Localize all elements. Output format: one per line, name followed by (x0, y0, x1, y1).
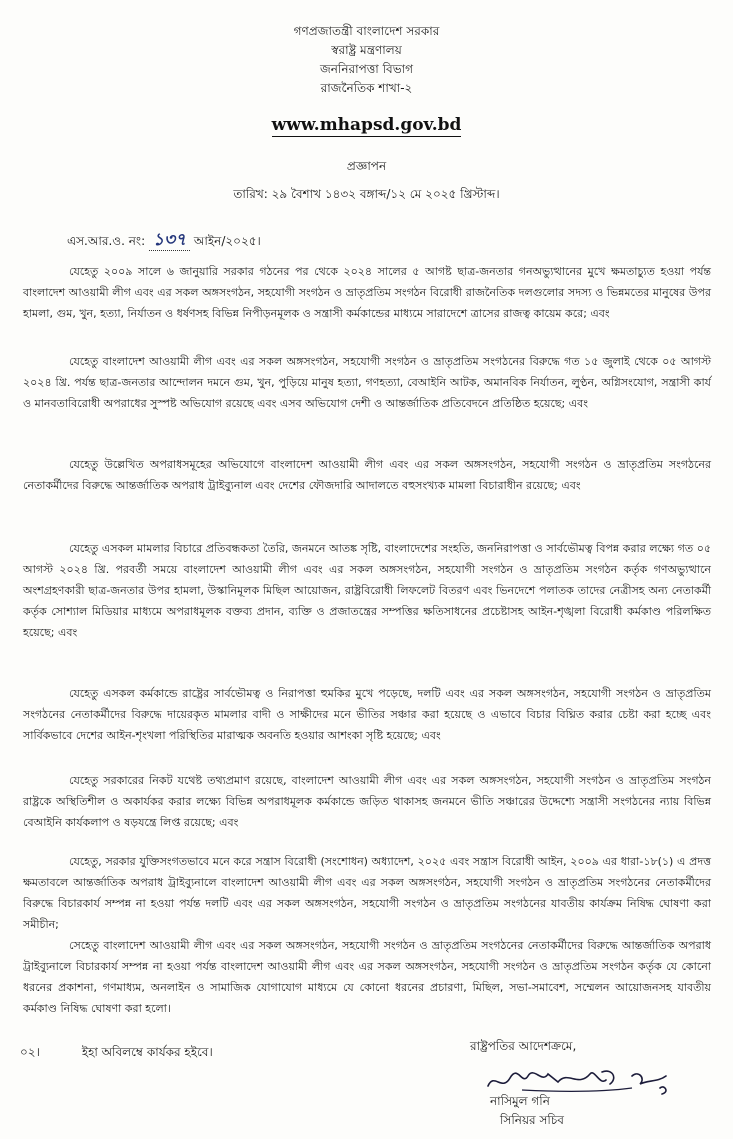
paragraph-5: যেহেতু এসকল কর্মকান্ডে রাষ্ট্রের সার্বভৌমত্ব ও নিরাপত্তা হুমকির মুখে পড়েছে, দলটি এবং এর সকল অঙ্গসংগঠন, সহযোগী সংগঠন ও ভ্রাতৃপ্রতিম সংগঠনের নেতাকর্মীদের বিরুদ্ধে দায়েরকৃত মামলার বাদী ও সাক্ষীদের মনে ভীতির সঞ্চার করা হয়েছে ও এভাবে বিচার বিঘ্নিত করার চেষ্টা করা হচ্ছে এবং সার্বিকভাবে দেশের আইন-শৃংখলা পরিস্থিতির মারাত্মক অবনতি হওয়ার আশংকা সৃষ্টি হয়েছে; এবং (23, 687, 711, 742)
clause-number: ০২। (20, 1045, 40, 1059)
signatory-name: নাসিমুল গনি (490, 1094, 550, 1108)
letterhead (0, 22, 733, 98)
ministry-name: স্বরাষ্ট্র মন্ত্রণালয় (331, 43, 402, 57)
paragraph-6: যেহেতু সরকারের নিকট যথেষ্ট তথ্যপ্রমাণ রয়েছে, বাংলাদেশ আওয়ামী লীগ এবং এর সকল অঙ্গসংগঠন, সহযোগী সংগঠন ও ভ্রাতৃপ্রতিম সংগঠন রাষ্ট্রকে অস্থিতিশীল ও অকার্যকর করার লক্ষ্যে বিভিন্ন অপরাধমূলক কর্মকান্ডে জড়িত থাকাসহ জনমনে ভীতি সঞ্চারের উদ্দেশ্যে সন্ত্রাসী সংগঠনের ন্যায় বিভিন্ন বেআইনি কার্যকলাপ ও ষড়যন্ত্রে লিপ্ত রয়েছে; এবং (23, 774, 711, 829)
sro-prefix: এস.আর.ও. নং: (67, 234, 146, 248)
sro-number: ১৩৭ (149, 230, 190, 251)
website-link[interactable]: www.mhapsd.gov.bd (271, 115, 462, 135)
paragraph-8: সেহেতু বাংলাদেশ আওয়ামী লীগ এবং এর সকল অঙ্গসংগঠন, সহযোগী সংগঠন ও ভ্রাতৃপ্রতিম সংগঠনের নেতাকর্মীদের বিরুদ্ধে আন্তর্জাতিক অপরাধ ট্রাইব্যুনালে বিচারকার্য সম্পন্ন না হওয়া পর্যন্ত বাংলাদেশ আওয়ামী লীগ এবং এর সকল অঙ্গসংগঠন, সহযোগী সংগঠন ও ভ্রাতৃপ্রতিম সংগঠন কর্তৃক যে কোনো ধরনের প্রকাশনা, গণমাধ্যম, অনলাইন ও সামাজিক যোগাযোগ মাধ্যমে যে কোনো ধরনের প্রচারণা, মিছিল, সভা-সমাবেশ, সম্মেলন আয়োজনসহ যাবতীয় কর্মকাণ্ড নিষিদ্ধ ঘোষণা করা হলো। (23, 939, 711, 1015)
signatory-title: সিনিয়র সচিব (500, 1113, 564, 1127)
clause-2 (20, 1044, 213, 1064)
sro-suffix: আইন/২০২৫। (193, 234, 261, 248)
paragraph-4: যেহেতু এসকল মামলার বিচারে প্রতিবন্ধকতা তৈরি, জনমনে আতঙ্ক সৃষ্টি, বাংলাদেশের সংহতি, জননিরাপত্তা ও সার্বভৌমত্ব বিপন্ন করার লক্ষ্যে গত ০৫ আগস্ট ২০২৪ খ্রি. পরবর্তী সময়ে বাংলাদেশ আওয়ামী লীগ এবং এর সকল অঙ্গসংগঠন, সহযোগী সংগঠন ও ভ্রাতৃপ্রতিম সংগঠন কর্তৃক গণঅভ্যুত্থানে অংশগ্রহণকারী ছাত্র-জনতার উপর হামলা, উস্কানিমূলক মিছিল আয়োজন, রাষ্ট্রবিরোধী লিফলেট বিতরণ এবং ভিনদেশে পলাতক তাদের নেত্রীসহ অন্য নেতাকর্মী কর্তৃক সোশ্যাল মিডিয়ার মাধ্যমে অপরাধমূলক বক্তব্য প্রদান, ব্যক্তি ও প্রজাতন্ত্রের সম্পত্তির ক্ষতিসাধনের প্রচেষ্টাসহ আইন-শৃঙ্খলা বিরোধী কর্মকাণ্ড পরিলক্ষিত হয়েছে; এবং (23, 542, 711, 639)
order-line: রাষ্ট্রপতির আদেশক্রমে, (470, 1039, 577, 1053)
document-title: প্রজ্ঞাপন (346, 159, 387, 173)
website-link-container (0, 115, 733, 135)
branch-name: রাজনৈতিক শাখা-২ (320, 81, 413, 95)
paragraph-1: যেহেতু ২০০৯ সালে ৬ জানুয়ারি সরকার গঠনের পর থেকে ২০২৪ সালের ৫ আগষ্ট ছাত্র-জনতার গনঅভ্যুত্থানের মুখে ক্ষমতাচ্যুত হওয়া পর্যন্ত বাংলাদেশ আওয়ামী লীগ এবং এর সকল অঙ্গসংগঠন, সহযোগী সংগঠন ও ভ্রাতৃপ্রতিম সংগঠন বিরোধী রাজনৈতিক দলগুলোর সদস্য ও ভিন্নমতের মানুষের উপর হামলা, গুম, খুন, হত্যা, নির্যাতন ও ধর্ষণসহ বিভিন্ন নিপীড়নমূলক ও সন্ত্রাসী কর্মকান্ডের মাধ্যমে সারাদেশে ত্রাসের রাজত্ব কায়েম করে; এবং (23, 265, 711, 320)
government-name: গণপ্রজাতন্ত্রী বাংলাদেশ সরকার (293, 24, 440, 38)
division-name: জননিরাপত্তা বিভাগ (320, 62, 413, 76)
sro-line (67, 227, 261, 255)
document-date: তারিখ: ২৯ বৈশাখ ১৪৩২ বঙ্গাব্দ/১২ মে ২০২৫ খ্রিস্টাব্দ। (233, 187, 500, 201)
paragraph-7: যেহেতু, সরকার যুক্তিসংগতভাবে মনে করে সন্ত্রাস বিরোধী (সংশোধন) অধ্যাদেশ, ২০২৫ এবং সন্ত্রাস বিরোধী আইন, ২০০৯ এর ধারা-১৮(১) এ প্রদত্ত ক্ষমতাবলে আন্তর্জাতিক অপরাধ ট্রাইব্যুনালে বাংলাদেশ আওয়ামী লীগ এবং এর সকল অঙ্গসংগঠন, সহযোগী সংগঠন ও ভ্রাতৃপ্রতিম সংগঠনের নেতাকর্মীদের বিরুদ্ধে বিচারকার্য সম্পন্ন না হওয়া পর্যন্ত দলটি এবং এর সকল অঙ্গসংগঠন, সহযোগী সংগঠন ও ভ্রাতৃপ্রতিম সংগঠনের যাবতীয় কার্যক্রম নিষিদ্ধ ঘোষণা করা সমীচীন; (23, 855, 711, 931)
clause-text: ইহা অবিলম্বে কার্যকর হইবে। (81, 1045, 213, 1059)
paragraph-2: যেহেতু বাংলাদেশ আওয়ামী লীগ এবং এর সকল অঙ্গসংগঠন, সহযোগী সংগঠন ও ভ্রাতৃপ্রতিম সংগঠনের বিরুদ্ধে গত ১৫ জুলাই থেকে ০৫ আগস্ট ২০২৪ খ্রি. পর্যন্ত ছাত্র-জনতার আন্দোলন দমনে গুম, খুন, পুড়িয়ে মানুষ হত্যা, গণহত্যা, বেআইনি আটক, অমানবিক নির্যাতন, লুণ্ঠন, অগ্নিসংযোগ, সন্ত্রাসী কার্য ও মানবতাবিরোধী অপরাধের সুস্পষ্ট অভিযোগ রয়েছে এবং এসব অভিযোগ দেশী ও আন্তর্জাতিক প্রতিবেদনে প্রতিষ্ঠিত হয়েছে; এবং (23, 355, 711, 410)
paragraph-3: যেহেতু উল্লেখিত অপরাধসমূহের অভিযোগে বাংলাদেশ আওয়ামী লীগ এবং এর সকল অঙ্গসংগঠন, সহযোগী সংগঠন ও ভ্রাতৃপ্রতিম সংগঠনের নেতাকর্মীদের বিরুদ্ধে আন্তর্জাতিক অপরাধ ট্রাইব্যুনাল এবং দেশের ফৌজদারি আদালতে বহুসংখ্যক মামলা বিচারাধীন রয়েছে; এবং (23, 458, 711, 492)
